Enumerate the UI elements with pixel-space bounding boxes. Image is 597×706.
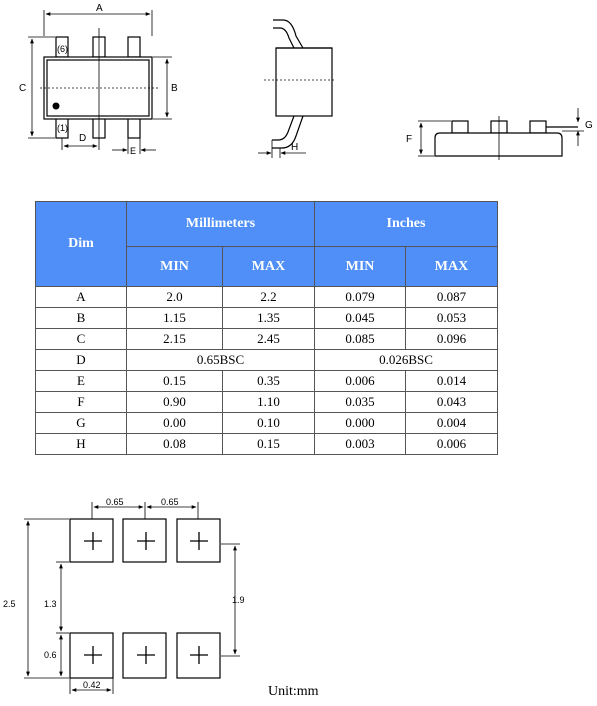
cell-in-max: 0.053	[406, 308, 498, 329]
table-row	[36, 371, 498, 392]
cell-mm-max: 0.10	[223, 413, 315, 434]
header-mm-min: MIN	[127, 247, 223, 287]
cell-dim: C	[36, 329, 127, 350]
cell-dim: A	[36, 287, 127, 308]
label-a: A	[96, 3, 103, 14]
cell-mm-min: 0.90	[127, 392, 223, 413]
cell-mm-max: 0.35	[223, 371, 315, 392]
label-g: G	[585, 120, 593, 131]
pad	[123, 519, 166, 562]
cell-in-min: 0.035	[315, 392, 406, 413]
label-row-spacing: 1.9	[232, 595, 245, 605]
cell-in-max: 0.004	[406, 413, 498, 434]
table-row	[36, 329, 498, 350]
cell-in-max: 0.043	[406, 392, 498, 413]
pad	[177, 519, 220, 562]
label-c: C	[19, 83, 27, 94]
cell-mm-min: 1.15	[127, 308, 223, 329]
cell-dim: G	[36, 413, 127, 434]
label-pin6: (6)	[57, 44, 68, 54]
cell-in-min: 0.000	[315, 413, 406, 434]
label-f: F	[406, 134, 413, 145]
label-b: B	[171, 83, 178, 94]
cell-mm-min: 2.15	[127, 329, 223, 350]
top-view-drawing	[28, 10, 172, 154]
unit-label: Unit:mm	[268, 684, 319, 699]
package-drawings	[0, 0, 597, 190]
cell-mm-min: 2.0	[127, 287, 223, 308]
pad	[123, 633, 166, 678]
header-inches: Inches	[315, 202, 498, 247]
cell-in-min: 0.085	[315, 329, 406, 350]
pad	[177, 633, 220, 678]
dimension-table	[35, 201, 498, 455]
cell-in-min: 0.006	[315, 371, 406, 392]
label-pin1: (1)	[57, 123, 68, 133]
header-in-min: MIN	[315, 247, 406, 287]
table-row	[36, 308, 498, 329]
pin1-dot	[53, 103, 60, 110]
side-view-drawing	[258, 20, 336, 158]
cell-in-min: 0.003	[315, 434, 406, 455]
cell-dim: B	[36, 308, 127, 329]
header-dim: Dim	[36, 202, 127, 287]
table-row	[36, 350, 498, 371]
cell-in-min: 0.045	[315, 308, 406, 329]
cell-mm-max: 1.10	[223, 392, 315, 413]
pad	[70, 633, 113, 678]
end-view-drawing	[418, 108, 584, 160]
cell-mm-max: 2.45	[223, 329, 315, 350]
cell-in-max: 0.014	[406, 371, 498, 392]
cell-mm-max: 2.2	[223, 287, 315, 308]
header-millimeters: Millimeters	[127, 202, 315, 247]
cell-mm-max: 0.15	[223, 434, 315, 455]
cell-in-bsc: 0.026BSC	[315, 350, 498, 371]
label-pad-length: 0.6	[44, 650, 57, 660]
cell-dim: H	[36, 434, 127, 455]
cell-mm-min: 0.00	[127, 413, 223, 434]
cell-in-max: 0.006	[406, 434, 498, 455]
pad	[70, 519, 113, 562]
cell-mm-min: 0.15	[127, 371, 223, 392]
label-total-height: 2.5	[3, 599, 16, 609]
cell-in-max: 0.087	[406, 287, 498, 308]
table-row	[36, 434, 498, 455]
label-pitch-1: 0.65	[106, 497, 124, 507]
cell-in-max: 0.096	[406, 329, 498, 350]
cell-in-min: 0.079	[315, 287, 406, 308]
cell-dim: E	[36, 371, 127, 392]
cell-mm-max: 1.35	[223, 308, 315, 329]
cell-mm-bsc: 0.65BSC	[127, 350, 315, 371]
label-h: H	[291, 142, 299, 153]
header-in-max: MAX	[406, 247, 498, 287]
label-pitch-2: 0.65	[161, 497, 179, 507]
cell-dim: D	[36, 350, 127, 371]
label-gap: 1.3	[44, 599, 57, 609]
table-row	[36, 287, 498, 308]
table-header-row	[36, 202, 498, 247]
label-e: E	[130, 146, 137, 156]
cell-dim: F	[36, 392, 127, 413]
label-pad-width: 0.42	[83, 680, 101, 690]
table-row	[36, 392, 498, 413]
cell-mm-min: 0.08	[127, 434, 223, 455]
header-mm-max: MAX	[223, 247, 315, 287]
table-row	[36, 413, 498, 434]
label-d: D	[79, 133, 87, 144]
